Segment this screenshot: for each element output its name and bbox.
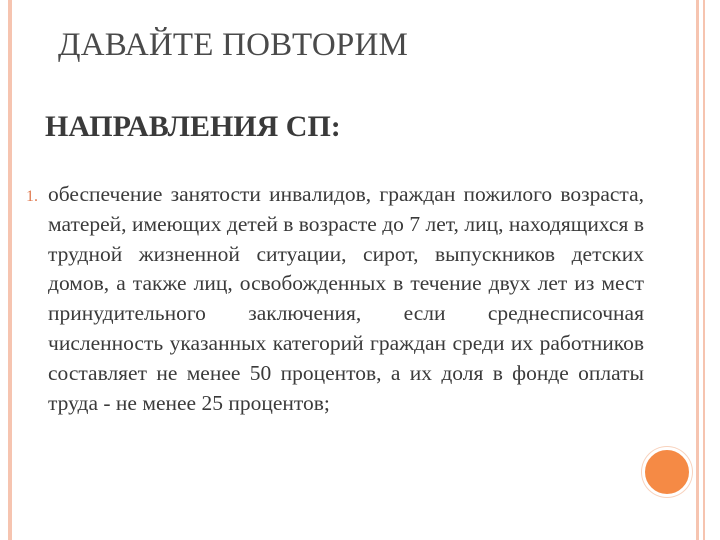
list-item <box>26 180 644 418</box>
orange-circle-decoration <box>642 447 692 497</box>
slide-subtitle: НАПРАВЛЕНИЯ СП: <box>45 110 341 143</box>
slide-title: ДАВАЙТЕ ПОВТОРИМ <box>58 27 409 63</box>
list-item-text: обеспечение занятости инвалидов, граждан пожилого возраста, матерей, имеющих детей в возрасте до 7 лет, лиц, находящихся в трудной жизненной ситуации, сирот, выпускников детских домов, а также лиц, освобожденных в течение двух лет из мест принудительного заключения, если среднесписочная численность указанных категорий граждан среди их работников составляет не менее 50 процентов, а их доля в фонде оплаты труда - не менее 25 процентов; <box>48 182 644 415</box>
left-frame-line <box>8 0 12 540</box>
right-frame-line-outer <box>696 0 699 540</box>
right-frame-line-inner <box>703 0 705 540</box>
list-item-number: 1. <box>26 188 38 205</box>
